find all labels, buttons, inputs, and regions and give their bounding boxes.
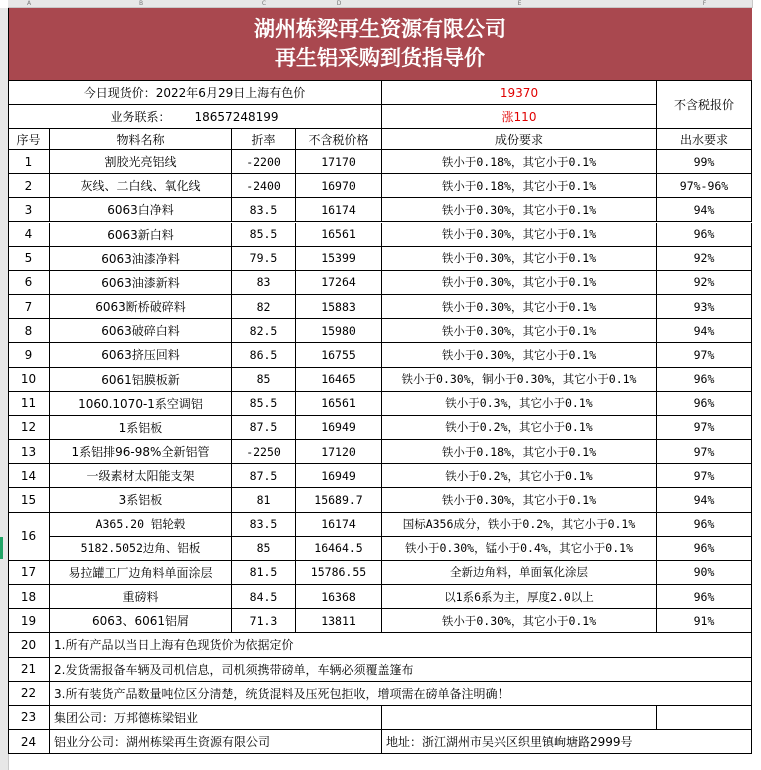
title-line-1: 湖州栋梁再生资源有限公司	[254, 17, 506, 41]
requirement-text[interactable]: 铁小于0.18%，其它小于0.1%	[382, 174, 657, 198]
title-line-2: 再生铝采购到货指导价	[275, 46, 485, 70]
requirement-text[interactable]: 铁小于0.30%，其它小于0.1%	[382, 609, 657, 633]
col-price-heading[interactable]: 不含税价格	[296, 129, 382, 150]
material-name[interactable]: 6063白净料	[50, 198, 232, 222]
yield-value[interactable]: 91%	[657, 609, 752, 633]
row-no[interactable]: 19	[8, 609, 50, 633]
price-value[interactable]: 15786.55	[296, 561, 382, 585]
row-no[interactable]: 20	[8, 633, 50, 657]
selected-row-marker	[0, 537, 3, 559]
rate-value[interactable]: -2250	[232, 440, 296, 464]
material-name[interactable]: 6063、6061铝屑	[50, 609, 232, 633]
rate-value[interactable]: 85	[232, 368, 296, 392]
row-no[interactable]: 8	[8, 319, 50, 343]
requirement-text[interactable]: 铁小于0.30%，其它小于0.1%	[382, 247, 657, 271]
yield-value[interactable]: 90%	[657, 561, 752, 585]
price-value[interactable]: 15980	[296, 319, 382, 343]
yield-value[interactable]: 96%	[657, 537, 752, 561]
price-value[interactable]: 16949	[296, 416, 382, 440]
row-no[interactable]: 23	[8, 706, 50, 730]
yield-value[interactable]: 94%	[657, 488, 752, 512]
material-name[interactable]: 5182.5052边角、铝板	[50, 537, 232, 561]
contact-label: 业务联系：	[110, 110, 171, 124]
material-name[interactable]: 6063油漆新料	[50, 271, 232, 295]
requirement-text[interactable]: 铁小于0.30%，其它小于0.1%	[382, 295, 657, 319]
row-no[interactable]: 24	[8, 730, 50, 754]
sheet-title[interactable]	[8, 8, 752, 81]
rate-value[interactable]: 81	[232, 488, 296, 512]
row-no[interactable]: 13	[8, 440, 50, 464]
yield-value[interactable]: 96%	[657, 585, 752, 609]
yield-value[interactable]: 97%-96%	[657, 174, 752, 198]
table-left-border	[8, 8, 9, 754]
requirement-text[interactable]: 铁小于0.3%，其它小于0.1%	[382, 392, 657, 416]
material-name[interactable]: 6063新白料	[50, 223, 232, 247]
row-no[interactable]: 16	[8, 513, 50, 561]
yield-value[interactable]: 97%	[657, 464, 752, 488]
col-rate-heading[interactable]: 折率	[232, 129, 296, 150]
yield-value[interactable]: 94%	[657, 319, 752, 343]
requirement-text[interactable]: 铁小于0.2%，其它小于0.1%	[382, 464, 657, 488]
row-no[interactable]: 11	[8, 392, 50, 416]
price-value[interactable]: 15399	[296, 247, 382, 271]
material-name[interactable]: 易拉罐工厂边角料单面涂层	[50, 561, 232, 585]
spot-price-label[interactable]: 今日现货价：2022年6月29日上海有色价	[8, 81, 382, 105]
yield-value[interactable]: 97%	[657, 416, 752, 440]
requirement-text[interactable]: 铁小于0.18%，其它小于0.1%	[382, 150, 657, 174]
requirement-text[interactable]: 铁小于0.30%，其它小于0.1%	[382, 198, 657, 222]
material-name[interactable]: 灰线、二白线、氧化线	[50, 174, 232, 198]
yield-value[interactable]: 96%	[657, 368, 752, 392]
column-header-a[interactable]: A	[8, 0, 51, 8]
requirement-text[interactable]: 国标A356成分，铁小于0.2%，其它小于0.1%	[382, 513, 657, 537]
yield-value[interactable]: 92%	[657, 271, 752, 295]
row-no[interactable]: 2	[8, 174, 50, 198]
price-value[interactable]: 16174	[296, 198, 382, 222]
rate-value[interactable]: 87.5	[232, 464, 296, 488]
price-value[interactable]: 17120	[296, 440, 382, 464]
row-no[interactable]: 21	[8, 658, 50, 682]
requirement-text[interactable]: 铁小于0.30%，其它小于0.1%	[382, 343, 657, 367]
yield-value[interactable]: 96%	[657, 392, 752, 416]
material-name[interactable]: 1系铝板	[50, 416, 232, 440]
price-value[interactable]: 17170	[296, 150, 382, 174]
spot-price-value[interactable]: 19370	[382, 81, 657, 105]
requirement-text[interactable]: 铁小于0.18%，其它小于0.1%	[382, 440, 657, 464]
row-no[interactable]: 22	[8, 682, 50, 706]
requirement-text[interactable]: 铁小于0.30%，铜小于0.30%，其它小于0.1%	[382, 368, 657, 392]
rate-value[interactable]: -2200	[232, 150, 296, 174]
price-value[interactable]: 16970	[296, 174, 382, 198]
note-text[interactable]: 1.所有产品以当日上海有色现货价为依据定价	[50, 633, 752, 657]
material-name[interactable]: 6063破碎白料	[50, 319, 232, 343]
rate-value[interactable]: 81.5	[232, 561, 296, 585]
rate-value[interactable]: 83.5	[232, 198, 296, 222]
requirement-text[interactable]: 铁小于0.30%，其它小于0.1%	[382, 223, 657, 247]
price-value[interactable]: 16368	[296, 585, 382, 609]
row-no[interactable]: 17	[8, 561, 50, 585]
price-value[interactable]: 15689.7	[296, 488, 382, 512]
price-value[interactable]: 16174	[296, 513, 382, 537]
rate-value[interactable]: 86.5	[232, 343, 296, 367]
col-name-heading[interactable]: 物料名称	[50, 129, 232, 150]
yield-value[interactable]: 93%	[657, 295, 752, 319]
rate-value[interactable]: 85.5	[232, 392, 296, 416]
row-no[interactable]: 10	[8, 368, 50, 392]
price-value[interactable]: 13811	[296, 609, 382, 633]
requirement-text[interactable]: 铁小于0.30%，其它小于0.1%	[382, 488, 657, 512]
material-name[interactable]: A365.20 铝轮毂	[50, 513, 232, 537]
rate-value[interactable]: 85	[232, 537, 296, 561]
column-header-c[interactable]: C	[232, 0, 297, 8]
col-requirement-heading[interactable]: 成份要求	[382, 129, 657, 150]
row-no[interactable]: 14	[8, 464, 50, 488]
material-name[interactable]: 割胶光亮铝线	[50, 150, 232, 174]
rate-value[interactable]: 83	[232, 271, 296, 295]
rate-value[interactable]: 79.5	[232, 247, 296, 271]
material-name[interactable]: 重磅料	[50, 585, 232, 609]
empty-cell[interactable]	[382, 706, 657, 730]
row-no[interactable]: 15	[8, 488, 50, 512]
yield-value[interactable]: 97%	[657, 343, 752, 367]
row-no[interactable]: 12	[8, 416, 50, 440]
rate-value[interactable]: 82.5	[232, 319, 296, 343]
column-header-d[interactable]: D	[296, 0, 383, 8]
contact-phone[interactable]: 18657248199	[194, 109, 279, 124]
row-no[interactable]: 7	[8, 295, 50, 319]
column-header-e[interactable]: E	[382, 0, 658, 8]
price-value[interactable]: 15883	[296, 295, 382, 319]
yield-value[interactable]: 99%	[657, 150, 752, 174]
row-no[interactable]: 9	[8, 343, 50, 367]
rate-value[interactable]: 82	[232, 295, 296, 319]
contact-row[interactable]	[8, 105, 382, 129]
empty-cell[interactable]	[657, 706, 752, 730]
row-no[interactable]: 3	[8, 198, 50, 222]
price-value[interactable]: 16561	[296, 223, 382, 247]
material-name[interactable]: 一级素材太阳能支架	[50, 464, 232, 488]
column-header-f[interactable]: F	[657, 0, 753, 8]
rate-value[interactable]: 71.3	[232, 609, 296, 633]
yield-value[interactable]: 92%	[657, 247, 752, 271]
col-yield-heading[interactable]: 出水要求	[657, 129, 752, 150]
yield-value[interactable]: 94%	[657, 198, 752, 222]
rate-value[interactable]: 84.5	[232, 585, 296, 609]
price-value[interactable]: 16755	[296, 343, 382, 367]
price-change-value[interactable]: 涨110	[382, 105, 657, 129]
row-no[interactable]: 6	[8, 271, 50, 295]
price-value[interactable]: 16465	[296, 368, 382, 392]
row-no[interactable]: 1	[8, 150, 50, 174]
column-header-b[interactable]: B	[50, 0, 233, 8]
row-no[interactable]: 18	[8, 585, 50, 609]
material-name[interactable]: 1系铝排96-98%全新铝管	[50, 440, 232, 464]
material-name[interactable]: 6063断桥破碎料	[50, 295, 232, 319]
material-name[interactable]: 6061铝膜板新	[50, 368, 232, 392]
tax-note-label[interactable]: 不含税报价	[657, 81, 752, 129]
requirement-text[interactable]: 铁小于0.30%，锰小于0.4%，其它小于0.1%	[382, 537, 657, 561]
material-name[interactable]: 1060.1070-1系空调铝	[50, 392, 232, 416]
material-name[interactable]: 6063挤压回料	[50, 343, 232, 367]
price-value[interactable]: 16561	[296, 392, 382, 416]
yield-value[interactable]: 96%	[657, 513, 752, 537]
yield-value[interactable]: 97%	[657, 440, 752, 464]
requirement-text[interactable]: 全新边角料，单面氧化涂层	[382, 561, 657, 585]
price-value[interactable]: 16949	[296, 464, 382, 488]
rate-value[interactable]: -2400	[232, 174, 296, 198]
col-no-heading[interactable]: 序号	[8, 129, 50, 150]
row-no[interactable]: 5	[8, 247, 50, 271]
material-name[interactable]: 6063油漆净料	[50, 247, 232, 271]
requirement-text[interactable]: 铁小于0.2%，其它小于0.1%	[382, 416, 657, 440]
material-name[interactable]: 3系铝板	[50, 488, 232, 512]
requirement-text[interactable]: 以1系6系为主，厚度2.0以上	[382, 585, 657, 609]
note-text[interactable]: 2.发货需报备车辆及司机信息，司机须携带磅单，车辆必须覆盖篷布	[50, 658, 752, 682]
price-value[interactable]: 16464.5	[296, 537, 382, 561]
requirement-text[interactable]: 铁小于0.30%，其它小于0.1%	[382, 319, 657, 343]
rate-value[interactable]: 83.5	[232, 513, 296, 537]
branch-company-text[interactable]: 铝业分公司：湖州栋梁再生资源有限公司	[50, 730, 382, 754]
group-company-text[interactable]: 集团公司：万邦德栋梁铝业	[50, 706, 382, 730]
row-no[interactable]: 4	[8, 223, 50, 247]
rate-value[interactable]: 87.5	[232, 416, 296, 440]
note-text[interactable]: 3.所有装货产品数量吨位区分清楚，统货混料及压死包拒收，增项需在磅单备注明确！	[50, 682, 752, 706]
rate-value[interactable]: 85.5	[232, 223, 296, 247]
requirement-text[interactable]: 铁小于0.30%，其它小于0.1%	[382, 271, 657, 295]
address-text[interactable]: 地址：浙江湖州市吴兴区织里镇峋塘路2999号	[382, 730, 752, 754]
yield-value[interactable]: 96%	[657, 223, 752, 247]
price-value[interactable]: 17264	[296, 271, 382, 295]
